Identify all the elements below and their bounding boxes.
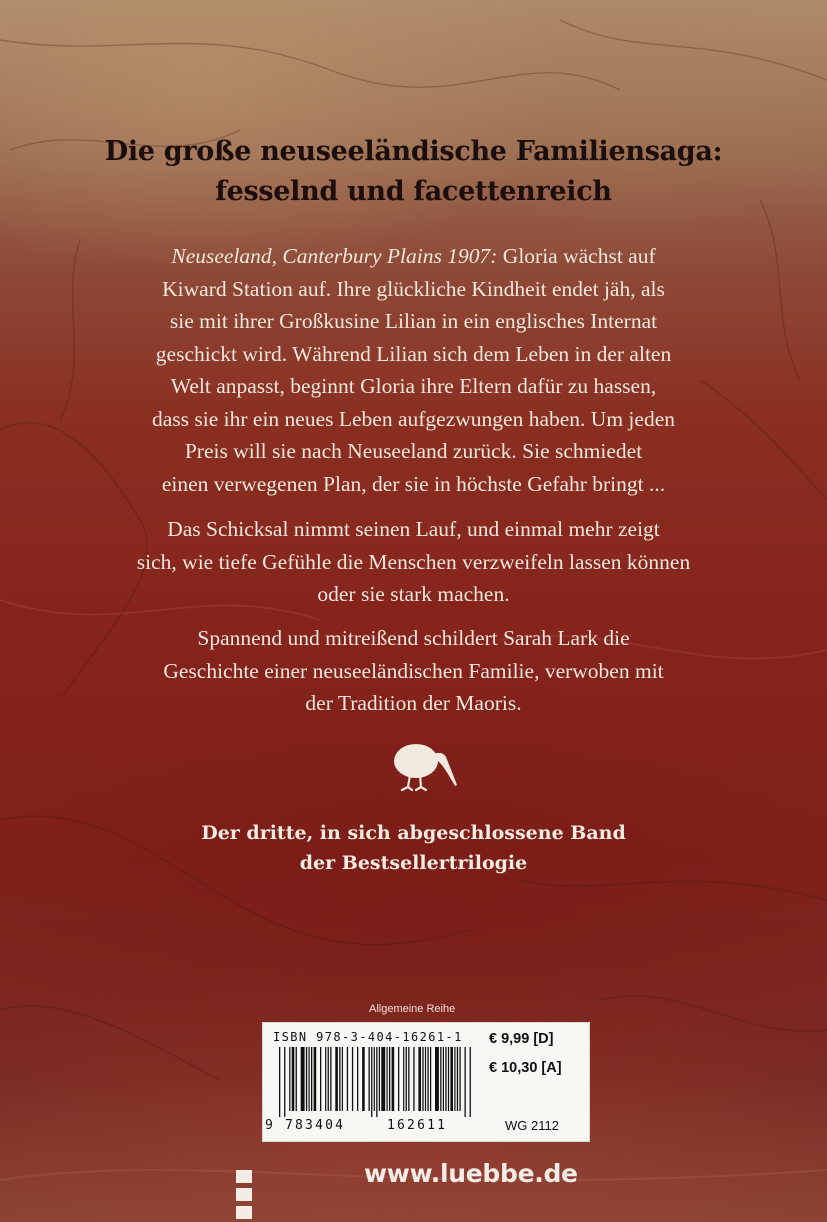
series-note-line-2: der Bestsellertrilogie bbox=[299, 852, 528, 874]
synopsis-line: geschickt wird. Während Lilian sich dem Leben in der alten bbox=[155, 341, 672, 366]
warengruppe-code: WG 2112 bbox=[505, 1118, 559, 1133]
barcode-bar bbox=[320, 1047, 321, 1111]
synopsis-line bbox=[90, 240, 737, 273]
barcode-bar bbox=[392, 1047, 395, 1111]
synopsis-line: Spannend und mitreißend schildert Sarah Lark die bbox=[197, 626, 630, 650]
barcode-bar bbox=[408, 1047, 409, 1111]
barcode-bar bbox=[387, 1047, 388, 1111]
barcode-bar bbox=[292, 1047, 295, 1111]
barcode-bar bbox=[425, 1047, 426, 1111]
synopsis-line: Welt anpasst, beginnt Gloria ihre Eltern dafür zu hassen, bbox=[170, 374, 657, 398]
synopsis-line: oder sie stark machen. bbox=[317, 582, 510, 606]
barcode-bar bbox=[435, 1047, 439, 1111]
barcode-bar bbox=[374, 1047, 375, 1111]
barcode-bar bbox=[443, 1047, 444, 1111]
barcode-bar bbox=[339, 1047, 340, 1111]
barcode-bar bbox=[448, 1047, 449, 1111]
synopsis-line: Geschichte einer neuseeländischen Familie, verwoben mit bbox=[163, 658, 664, 683]
synopsis-line-rest: Gloria wächst auf bbox=[497, 244, 656, 268]
barcode-bar bbox=[459, 1047, 460, 1111]
synopsis-line: Preis will sie nach Neuseeland zurück. Sie schmiedet bbox=[184, 439, 643, 463]
synopsis-paragraph-2 bbox=[90, 513, 737, 611]
website-url[interactable]: www.luebbe.de bbox=[364, 1159, 578, 1188]
synopsis-paragraph-1 bbox=[90, 240, 737, 500]
price-germany: € 9,99 [D] bbox=[489, 1031, 554, 1047]
synopsis-line: einen verwegenen Plan, der sie in höchste Gefahr bringt ... bbox=[161, 471, 666, 496]
barcode-digits-left: 783404 bbox=[285, 1118, 346, 1133]
synopsis-line: sich, wie tiefe Gefühle die Menschen verzweifeln lassen können bbox=[136, 549, 691, 574]
barcode-bar bbox=[284, 1047, 285, 1117]
isbn-number: ISBN 978-3-404-16261-1 bbox=[273, 1030, 463, 1044]
barcode-bar bbox=[335, 1047, 338, 1111]
synopsis-line: Kiward Station auf. Ihre glückliche Kindheit endet jäh, als bbox=[162, 276, 665, 301]
barcode-bar bbox=[306, 1047, 307, 1111]
barcode-bar bbox=[422, 1047, 423, 1111]
series-note bbox=[100, 818, 727, 878]
barcode-bar bbox=[328, 1047, 329, 1111]
synopsis-line: der Tradition der Maoris. bbox=[305, 691, 522, 715]
headline-line-1: Die große neuseeländische Familiensaga: bbox=[104, 136, 723, 167]
square-bullets-icon bbox=[236, 1170, 256, 1222]
barcode-bar bbox=[342, 1047, 343, 1111]
barcode-bar bbox=[352, 1047, 353, 1111]
barcode-bar bbox=[309, 1047, 310, 1111]
barcode-bar bbox=[430, 1047, 431, 1111]
barcode-bar bbox=[362, 1047, 365, 1111]
barcode-bar bbox=[289, 1047, 290, 1111]
barcode-bar bbox=[457, 1047, 458, 1111]
synopsis-paragraph-3 bbox=[90, 622, 737, 720]
barcode-bar bbox=[403, 1047, 404, 1111]
barcode-bar bbox=[314, 1047, 317, 1111]
barcode-bar bbox=[379, 1047, 380, 1111]
barcode-bar bbox=[445, 1047, 446, 1111]
synopsis-line: sie mit ihrer Großkusine Lilian in ein englisches Internat bbox=[169, 309, 658, 333]
barcode-bar bbox=[413, 1047, 414, 1111]
synopsis-line: dass sie ihr ein neues Leben aufgezwungen haben. Um jeden bbox=[152, 406, 675, 431]
headline-line-2: fesselnd und facettenreich bbox=[215, 176, 612, 207]
barcode-bar bbox=[440, 1047, 441, 1111]
barcode-digits-right: 162611 bbox=[387, 1118, 448, 1133]
barcode-bar bbox=[371, 1047, 372, 1117]
price-austria: € 10,30 [A] bbox=[489, 1060, 562, 1076]
barcode-bar bbox=[279, 1047, 280, 1117]
barcode-bar bbox=[454, 1047, 455, 1111]
barcode-digit-first: 9 bbox=[265, 1118, 276, 1133]
barcode-bar bbox=[330, 1047, 331, 1111]
barcode-bar bbox=[311, 1047, 312, 1111]
barcode-bar bbox=[347, 1047, 348, 1111]
barcode-bar bbox=[465, 1047, 466, 1117]
barcode-bar bbox=[427, 1047, 428, 1111]
headline bbox=[60, 132, 767, 212]
barcode-bar bbox=[325, 1047, 326, 1111]
barcode-bar bbox=[418, 1047, 421, 1111]
barcode-bar bbox=[296, 1047, 297, 1111]
kiwi-bird-icon bbox=[386, 737, 458, 793]
imprint-line: Allgemeine Reihe bbox=[369, 1003, 456, 1015]
barcode-bar bbox=[357, 1047, 358, 1111]
barcode-bar bbox=[389, 1047, 390, 1111]
barcode-bar bbox=[450, 1047, 453, 1111]
barcode-bar bbox=[381, 1047, 385, 1111]
barcode-bar bbox=[301, 1047, 305, 1111]
place-and-year: Neuseeland, Canterbury Plains 1907: bbox=[171, 244, 498, 268]
series-note-line-1: Der dritte, in sich abgeschlossene Band bbox=[201, 822, 626, 844]
barcode-bar bbox=[406, 1047, 407, 1111]
barcode-bar bbox=[376, 1047, 377, 1117]
ean-barcode bbox=[275, 1047, 485, 1117]
synopsis-line: Das Schicksal nimmt seinen Lauf, und einmal mehr zeigt bbox=[167, 517, 660, 541]
barcode-bar bbox=[398, 1047, 399, 1111]
barcode-label bbox=[262, 1022, 590, 1142]
barcode-bar bbox=[470, 1047, 471, 1117]
barcode-bar bbox=[369, 1047, 370, 1111]
